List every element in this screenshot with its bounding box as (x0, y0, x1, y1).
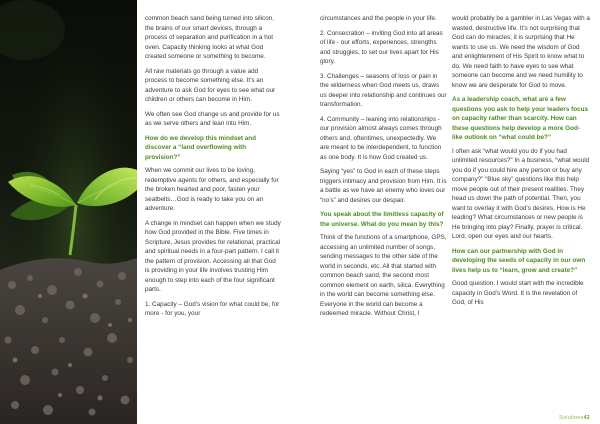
question-heading: How do we develop this mindset and discover a “land overflowing with provision?” (145, 134, 257, 161)
article-column-2 (320, 14, 447, 324)
question-heading: You speak about the limitless capacity of the universe. What do you mean by this? (320, 211, 444, 228)
seedling-illustration (0, 0, 137, 424)
body-paragraph: Think of the functions of a smartphone, GPS, accessing an unlimited number of songs, sending messages to the other side of the world in seconds, etc. All that started with common beach sand, the second most common element on earth, silica. Everything in the world can become something else. Everyone in the world can become a redeemed miracle. Without Christ, I (320, 234, 447, 317)
footer-label: Solutions (559, 415, 584, 421)
question-heading: How can our partnership with God in developing the seeds of capacity in our own lives help us to “learn, grow and create?” (452, 247, 586, 274)
article-column-1 (145, 14, 281, 324)
body-paragraph: I often ask “what would you do if you had unlimited resources?” In a business, “what would you do if you could hire any person or buy any company?” “Blue sky” questions like this help move people out of their present realities. They head us down the path of potential. Then, you want to overlay it with God’s desires. How is He leading? What circumstances or new people is He bringing into play? Finally, prayer is critical. Lord, open our eyes and our hearts. (452, 147, 590, 240)
body-paragraph: A change in mindset can happen when we study how God provided in the Bible. Five times in Scripture, Jesus provides for relational, practical and spiritual needs in a four-part pattern. I call it the pattern of provision. Accessing all that God is providing in your life involves trusting Him enough to step into each of the four significant parts. (145, 219, 281, 293)
body-paragraph: Saying “yes” to God in each of these steps triggers intimacy and provision from Him. It is a battle as we have an enemy who loves our “no’s” and desires our despair. (320, 168, 447, 204)
seedling-photo (0, 0, 137, 424)
body-paragraph: common beach sand being turned into silicon, the brains of our smart devices, through a process of separation and purification in a hot oven. Capacity thinking looks at what God created someone or something to become. (145, 15, 275, 60)
article-column-3 (452, 14, 590, 313)
body-paragraph: 1. Capacity – God’s vision for what could be, for more - for you, your (145, 300, 280, 317)
body-paragraph: All raw materials go through a value add process to become something else. It’s an adventure to ask God for eyes to see what our children or others can become in Him. (145, 67, 276, 103)
body-paragraph: 3. Challenges – seasons of loss or pain in the wilderness when God meets us, draws us deeper into relationship and continues our transformation. (320, 72, 447, 108)
body-paragraph: Good question. I would start with the incredible capacity in God’s Word. It is the revelation of God, of His (452, 280, 584, 306)
page-number: 42 (583, 415, 590, 421)
body-paragraph: We often see God change us and provide for us as we serve others and lean into Him. (145, 110, 280, 127)
body-paragraph: 4. Community – leaning into relationships - our provision almost always comes through others and, oftentimes, unexpectedly. We are meant to be interdependent, to function as one body. It is how God created us. (320, 115, 442, 161)
body-paragraph: 2. Consecration – inviting God into all areas of life - our efforts, experiences, strengths and struggles, to set our lives apart for His glory. (320, 29, 443, 65)
body-paragraph: When we commit our lives to be loving, redemptive agents for others, and especially for the broken hearted and poor, fasten your seatbelts…God is ready to take you on an adventure. (145, 167, 279, 212)
page-footer (559, 415, 590, 421)
body-paragraph: circumstances and the people in your life. (320, 15, 437, 22)
question-heading: As a leadership coach, what are a few questions you ask to help your leaders focus on capacity rather than scarcity. How can these questions help develop a more God-like outlook on “what could be?” (452, 96, 589, 141)
body-paragraph: would probably be a gambler in Las Vegas with a wasted, destructive life. It’s not surprising that God can do miracles; it is surprising that He wants to use us. We need the wisdom of God and enlightenment of His Spirit to know what to do. We need faith to have eyes to see what someone can become and we need humility to know we are desperate for God to move. (452, 15, 590, 89)
